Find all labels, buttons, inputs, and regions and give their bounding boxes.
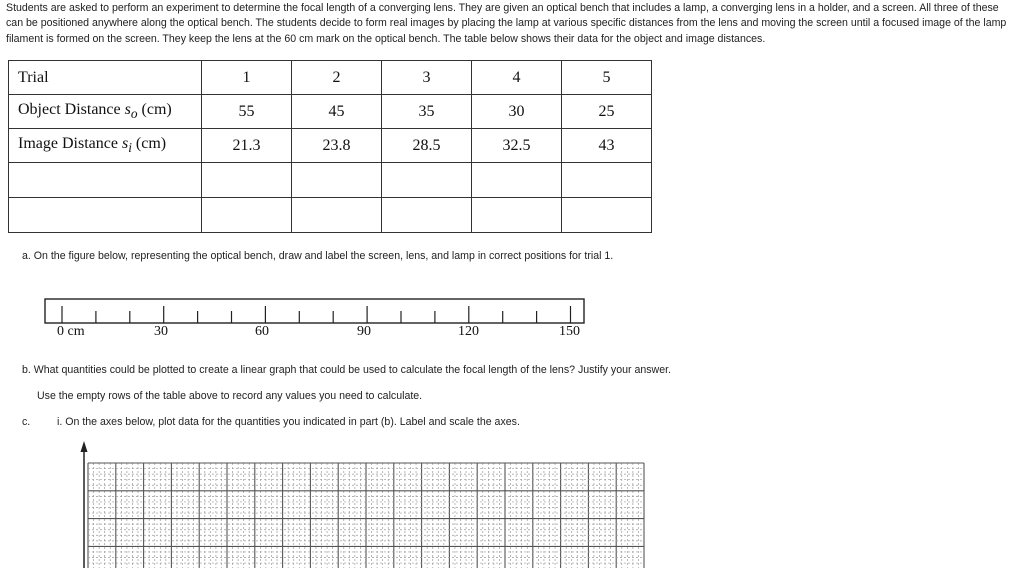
optical-bench[interactable]: [45, 299, 584, 323]
bench-label-0: 0 cm: [57, 324, 85, 339]
object-distance-cell: 25: [562, 95, 652, 129]
object-distance-cell: 45: [292, 95, 382, 129]
bench-label-150: 150: [559, 324, 580, 339]
question-b-note: Use the empty rows of the table above to record any values you need to calculate.: [37, 390, 423, 402]
trial-cell: 4: [472, 61, 562, 95]
object-distance-cell: 35: [382, 95, 472, 129]
trial-cell: 1: [202, 61, 292, 95]
image-distance-label: Image Distance: [18, 134, 118, 152]
question-a: a. On the figure below, representing the optical bench, draw and label the screen, lens, and lamp in correct positions for trial 1.: [22, 250, 614, 262]
image-distance-symbol: s: [121, 134, 129, 152]
question-c-i: i. On the axes below, plot data for the quantities you indicated in part (b). Label and scale the axes.: [57, 416, 520, 428]
image-distance-cell: 43: [562, 129, 652, 163]
image-distance-cell: 21.3: [202, 129, 292, 163]
y-axis: [81, 441, 88, 568]
object-distance-label: Object Distance: [18, 100, 121, 118]
question-b: b. What quantities could be plotted to create a linear graph that could be used to calculate the focal length of the lens? Justify your answer.: [22, 364, 671, 376]
image-distance-cell: 28.5: [382, 129, 472, 163]
bench-label-90: 90: [357, 324, 371, 339]
object-distance-symbol: s: [124, 100, 131, 118]
image-distance-cell: 23.8: [292, 129, 382, 163]
object-distance-cell: 30: [472, 95, 562, 129]
trial-cell: 5: [562, 61, 652, 95]
bench-label-120: 120: [458, 324, 479, 339]
image-distance-cell: 32.5: [472, 129, 562, 163]
y-axis-arrowhead: [81, 441, 88, 452]
trial-header: Trial: [9, 61, 202, 95]
object-distance-cell: 55: [202, 95, 292, 129]
object-distance-unit: (cm): [141, 100, 172, 118]
trial-cell: 2: [292, 61, 382, 95]
question-c-label: c.: [22, 416, 31, 428]
trial-cell: 3: [382, 61, 472, 95]
bench-label-60: 60: [255, 324, 269, 339]
object-distance-subscript: o: [130, 106, 138, 122]
blank-graph-grid[interactable]: [88, 463, 644, 568]
image-distance-unit: (cm): [135, 134, 167, 152]
intro-paragraph: Students are asked to perform an experiment to determine the focal length of a converging lens. They are given an optical bench that includes a lamp, a converging lens in a holder, and a screen. All three of these can be positioned anywhere along the optical bench. The students decide to form real images by placing the lamp at various specific distances from the lens and moving the screen until a focused image of the lamp filament is formed on the screen. They keep the lens at the 60 cm mark on the optical bench. The table below shows their data for the object and image distances.: [6, 2, 1007, 45]
bench-label-30: 30: [154, 324, 168, 339]
image-distance-subscript: i: [128, 140, 132, 156]
